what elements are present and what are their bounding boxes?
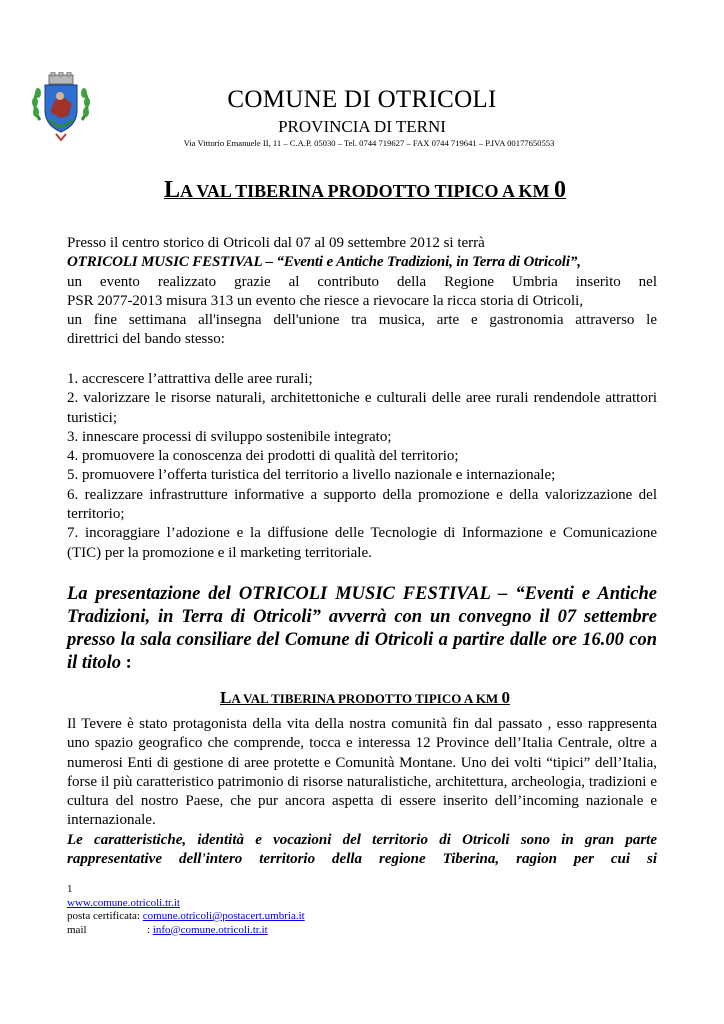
document-title <box>70 176 660 205</box>
intro-line-festival: OTRICOLI MUSIC FESTIVAL – “Eventi e Antiche Tradizioni, in Terra di Otricoli”, <box>67 254 581 271</box>
intro-line: un fine settimana all'insegna dell'unione tra musica, arte e gastronomia attraverso le <box>67 312 657 329</box>
page-footer <box>67 883 305 937</box>
tevere-text: Il Tevere è stato protagonista della vita della nostra comunità fin dal passato , esso rappresenta uno spazio geografico che comprende, tocca e interessa 12 Province dell’Italia Centrale, oltre a numerosi Enti di gestione di aree protette e Comunità Montane. Uno dei volti “tipici” dell’Italia, forse il più caratteristico patrimonio di risorse naturalistiche, architettura, archeologia, tradizioni e cultura del nostro Paese, che pur ancora aspetta di essere inserito dell’incoming nazionale e internazionale. <box>67 716 657 829</box>
page-number: 1 <box>67 883 73 895</box>
objectives-list <box>67 370 657 563</box>
intro-line: un evento realizzato grazie al contributo della Regione Umbria inserito nel <box>67 273 657 290</box>
list-item: 6. realizzare infrastrutture informative a supporto della promozione e della valorizzazione del territorio; <box>67 486 657 523</box>
section-title <box>70 686 660 711</box>
presentation-text: La presentazione del OTRICOLI MUSIC FESTIVAL – “Eventi e Antiche Tradizioni, in Terra di Otricoli” avverrà con un convegno il 07 settembre presso la sala consiliare del Comune di Otricoli a partire dalle ore 16.00 con il titolo <box>67 584 657 673</box>
pec-email-link[interactable]: comune.otricoli@postacert.umbria.it <box>142 910 305 922</box>
list-item: 7. incoraggiare l’adozione e la diffusione delle Tecnologie di Informazione e Comunicazione (TIC) per la promozione e il marketing territoriale. <box>67 525 657 561</box>
municipality-title: COMUNE DI OTRICOLI <box>227 86 497 113</box>
website-link[interactable]: www.comune.otricoli.tr.it <box>67 896 180 909</box>
title-text: A VAL TIBERINA PRODOTTO TIPICO A KM <box>180 181 554 201</box>
mail-separator: : <box>147 923 151 936</box>
province-name: PROVINCIA DI TERNI <box>278 117 446 136</box>
list-item: 5. promuovere l’offerta turistica del territorio a livello nazionale e internazionale; <box>67 467 556 484</box>
pec-label: posta certificata: <box>67 910 140 922</box>
coat-of-arms-icon <box>30 72 92 142</box>
list-item: 2. valorizzare le risorse naturali, architettoniche e culturali delle aree rurali rendendole attrattori turistici; <box>67 390 657 426</box>
mail-label: mail <box>67 923 87 936</box>
section-title-km-value: 0 <box>501 688 510 707</box>
list-item: 3. innescare processi di sviluppo sostenibile integrato; <box>67 428 392 445</box>
intro-line: PSR 2077-2013 misura 313 un evento che riesce a rievocare la ricca storia di Otricoli, <box>67 292 584 309</box>
intro-paragraph <box>67 234 657 350</box>
municipality-address: Via Vittorio Emanuele II, 11 – C.A.P. 05030 – Tel. 0744 719627 – FAX 0744 719641 – P.IVA 00177650553 <box>183 138 555 148</box>
tevere-bold-text: Le caratteristiche, identità e vocazioni del territorio di Otricoli sono in gran parte rappresentative dell'intero territorio della regione Tiberina, ragion per cui si <box>67 831 657 868</box>
mail-email-link[interactable]: info@comune.otricoli.tr.it <box>152 923 268 936</box>
intro-line: direttrici del bando stesso: <box>67 331 225 348</box>
section-title-initial: L <box>220 688 232 707</box>
title-initial: L <box>164 177 181 203</box>
presentation-paragraph <box>67 583 657 675</box>
list-item: 1. accrescere l’attrattiva delle aree rurali; <box>67 371 313 387</box>
intro-line: Presso il centro storico di Otricoli dal 07 al 09 settembre 2012 si terrà <box>67 235 485 251</box>
section-title-text: A VAL TIBERINA PRODOTTO TIPICO A KM <box>231 691 502 706</box>
tevere-paragraph <box>67 715 657 869</box>
title-km-value: 0 <box>553 177 566 203</box>
list-item: 4. promuovere la conoscenza dei prodotti di qualità del territorio; <box>67 448 459 465</box>
presentation-colon: : <box>120 653 132 673</box>
